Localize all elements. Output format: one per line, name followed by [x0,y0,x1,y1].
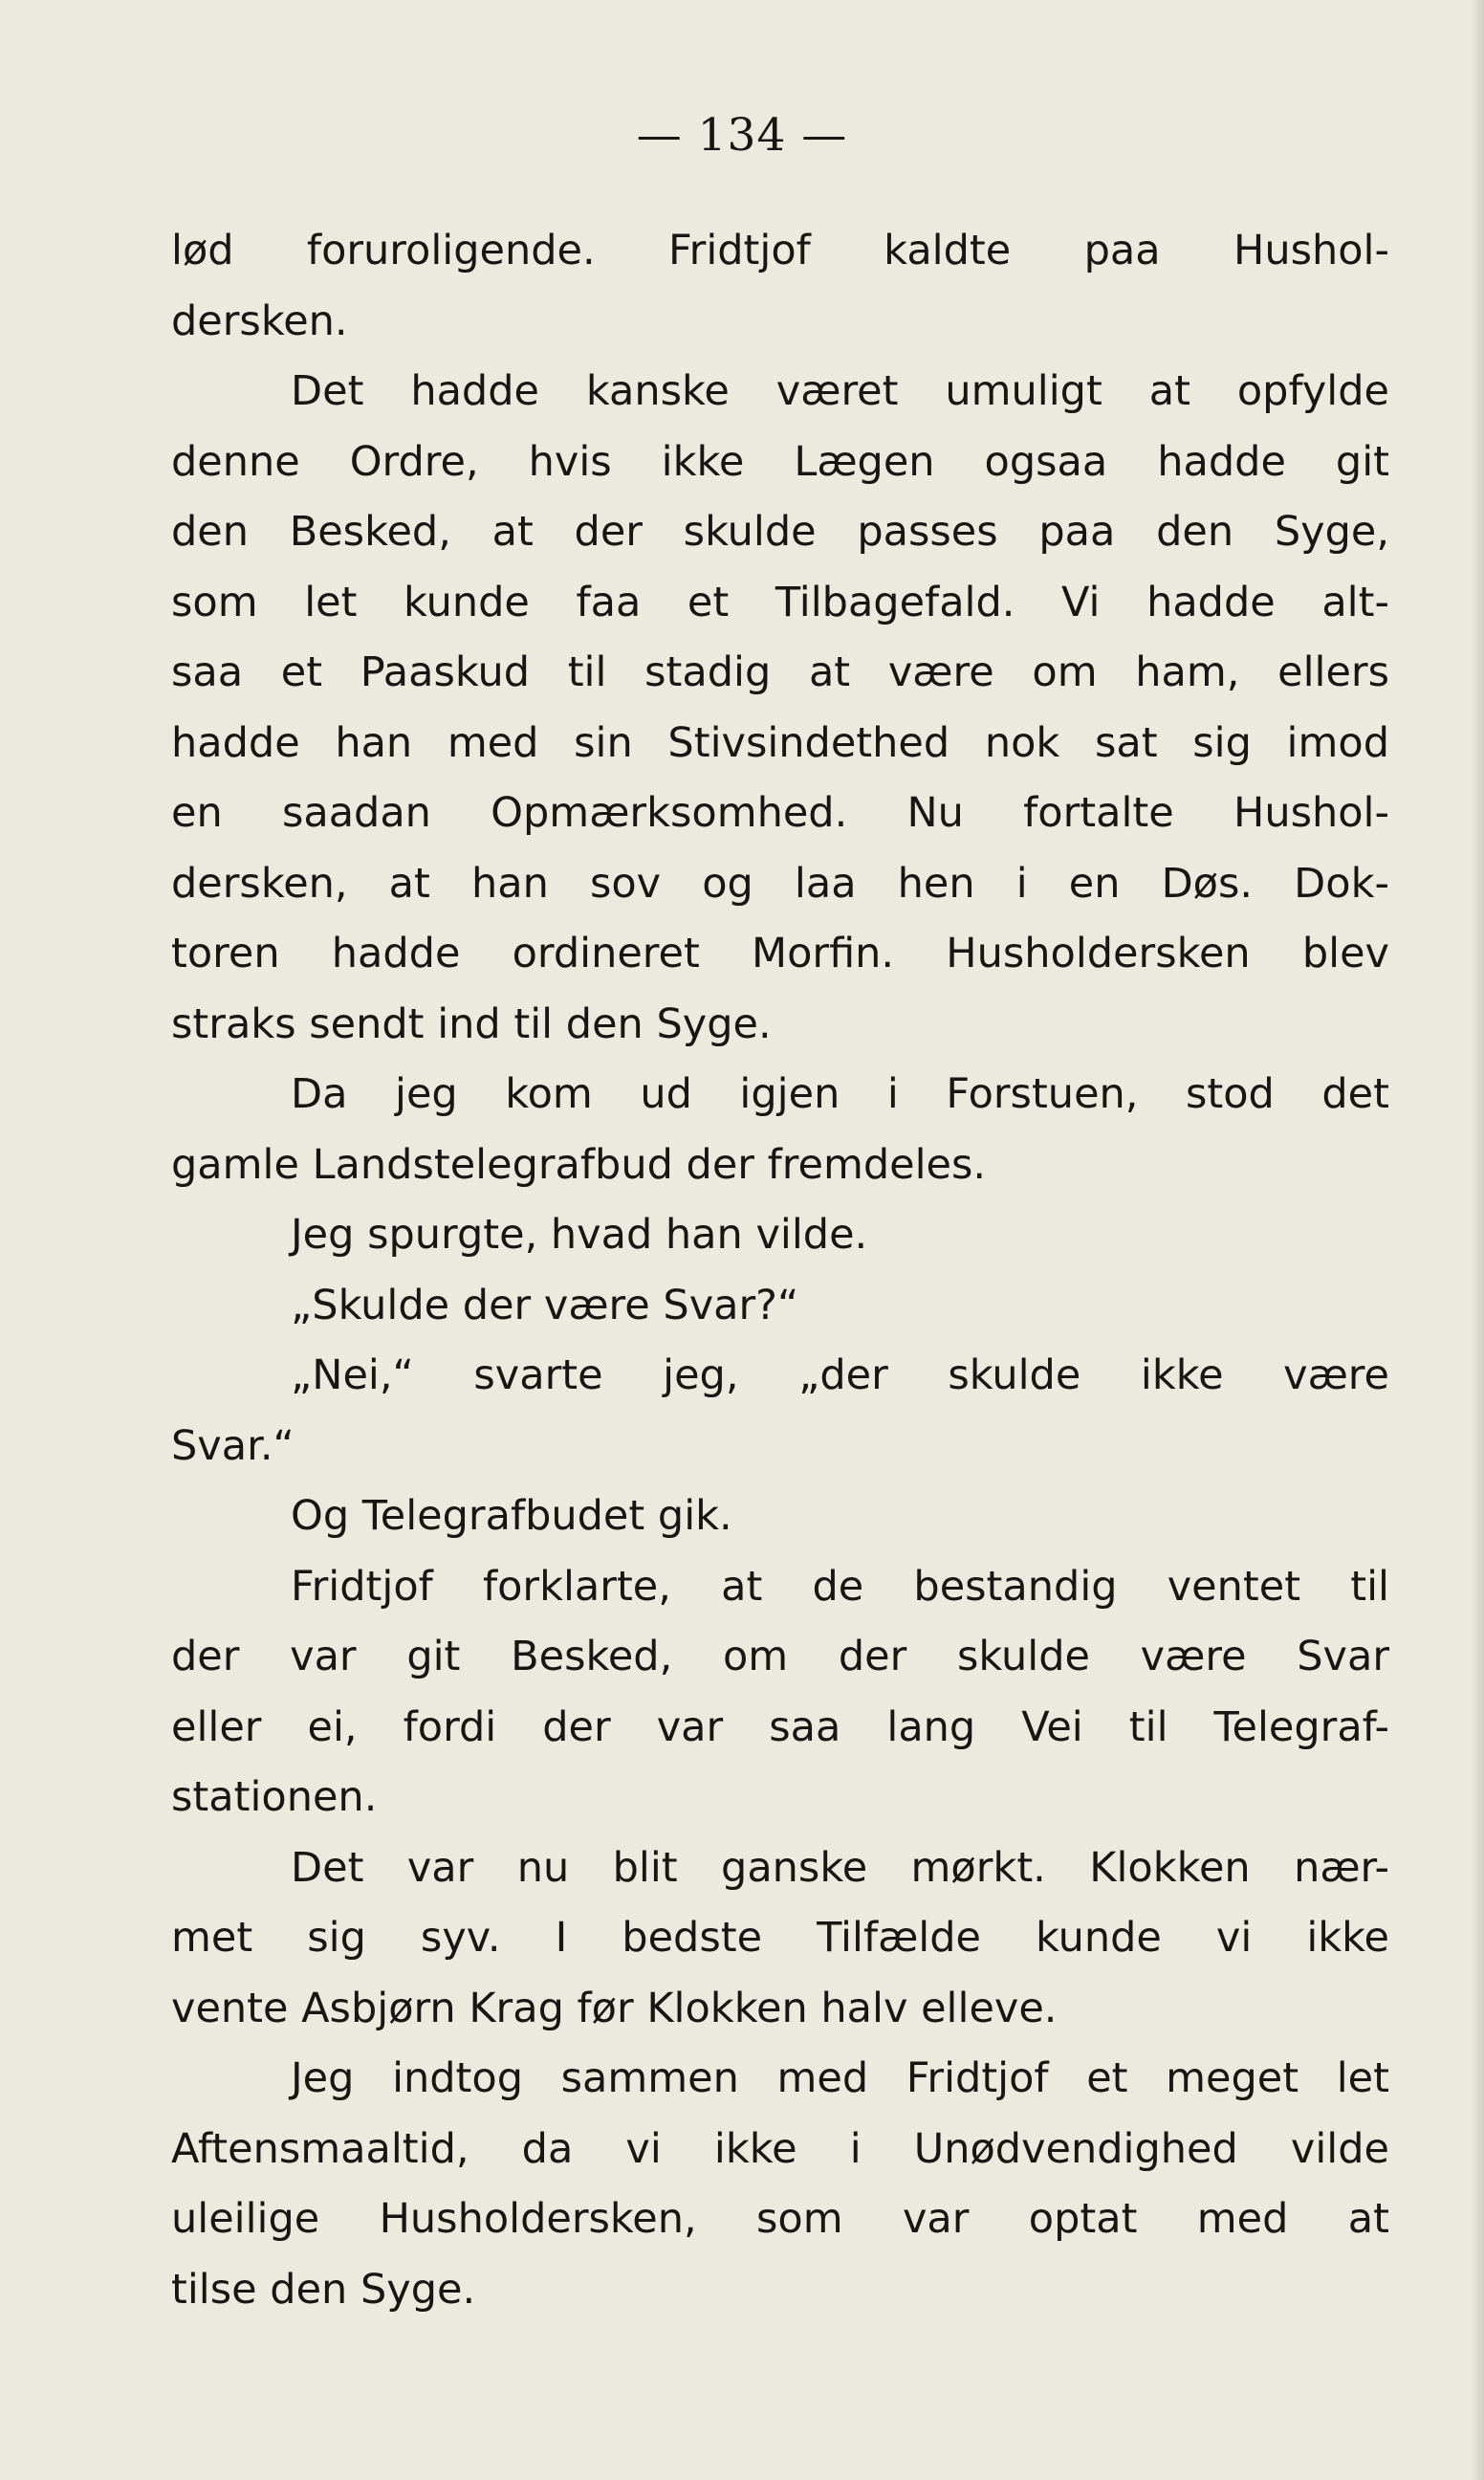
text-line: vente Asbjørn Krag før Klokken halv elleve. [171,1984,1058,2032]
text-line: Jeg spurgte, hvad han vilde. [291,1211,868,1259]
text-line: eller ei, fordi der var saa lang Vei til Telegraf- [171,1702,1389,1751]
text-line: „Skulde der være Svar?“ [291,1281,799,1329]
text-line: Svar.“ [171,1421,295,1470]
page-edge-shadow [1471,0,1484,2480]
text-line: der var git Besked, om der skulde være Svar [171,1633,1389,1680]
text-line: den Besked, at der skulde passes paa den Syge, [171,508,1389,556]
body-text [171,216,1389,2325]
text-line: Da jeg kom ud igjen i Forstuen, stod det [291,1070,1389,1118]
text-line: Jeg indtog sammen med Fridtjof et meget let [291,2054,1389,2102]
text-line: saa et Paaskud til stadig at være om ham, ellers [171,648,1389,696]
text-line: hadde han med sin Stivsindethed nok sat sig imod [171,718,1389,767]
text-line: Det hadde kanske været umuligt at opfylde [291,367,1389,415]
text-line: uleilige Husholdersken, som var optat med at [171,2195,1389,2243]
text-line: dersken, at han sov og laa hen i en Døs. Dok- [171,859,1389,908]
text-line: straks sendt ind til den Syge. [171,999,772,1048]
text-line: som let kunde faa et Tilbagefald. Vi hadde alt- [171,578,1389,626]
text-line: en saadan Opmærksomhed. Nu fortalte Hushol- [171,789,1389,837]
text-line: toren hadde ordineret Morfin. Husholdersken blev [171,930,1389,977]
text-line: Aftensmaaltid, da vi ikke i Unødvendighed vilde [171,2124,1389,2173]
page-number: — 134 — [636,109,848,162]
text-line: denne Ordre, hvis ikke Lægen ogsaa hadde git [171,437,1389,486]
text-line: Det var nu blit ganske mørkt. Klokken nær- [291,1843,1389,1892]
text-line: Og Telegrafbudet gik. [291,1492,732,1540]
text-line: met sig syv. I bedste Tilfælde kunde vi ikke [171,1914,1389,1962]
text-line: lød foruroligende. Fridtjof kaldte paa Hushol- [171,227,1389,274]
text-line: gamle Landstelegrafbud der fremdeles. [171,1140,987,1189]
text-line: „Nei,“ svarte jeg, „der skulde ikke være [291,1351,1389,1399]
text-line: dersken. [171,296,348,345]
text-line: stationen. [171,1773,378,1821]
text-line: Fridtjof forklarte, at de bestandig ventet til [291,1562,1389,1611]
text-line: tilse den Syge. [171,2265,476,2314]
